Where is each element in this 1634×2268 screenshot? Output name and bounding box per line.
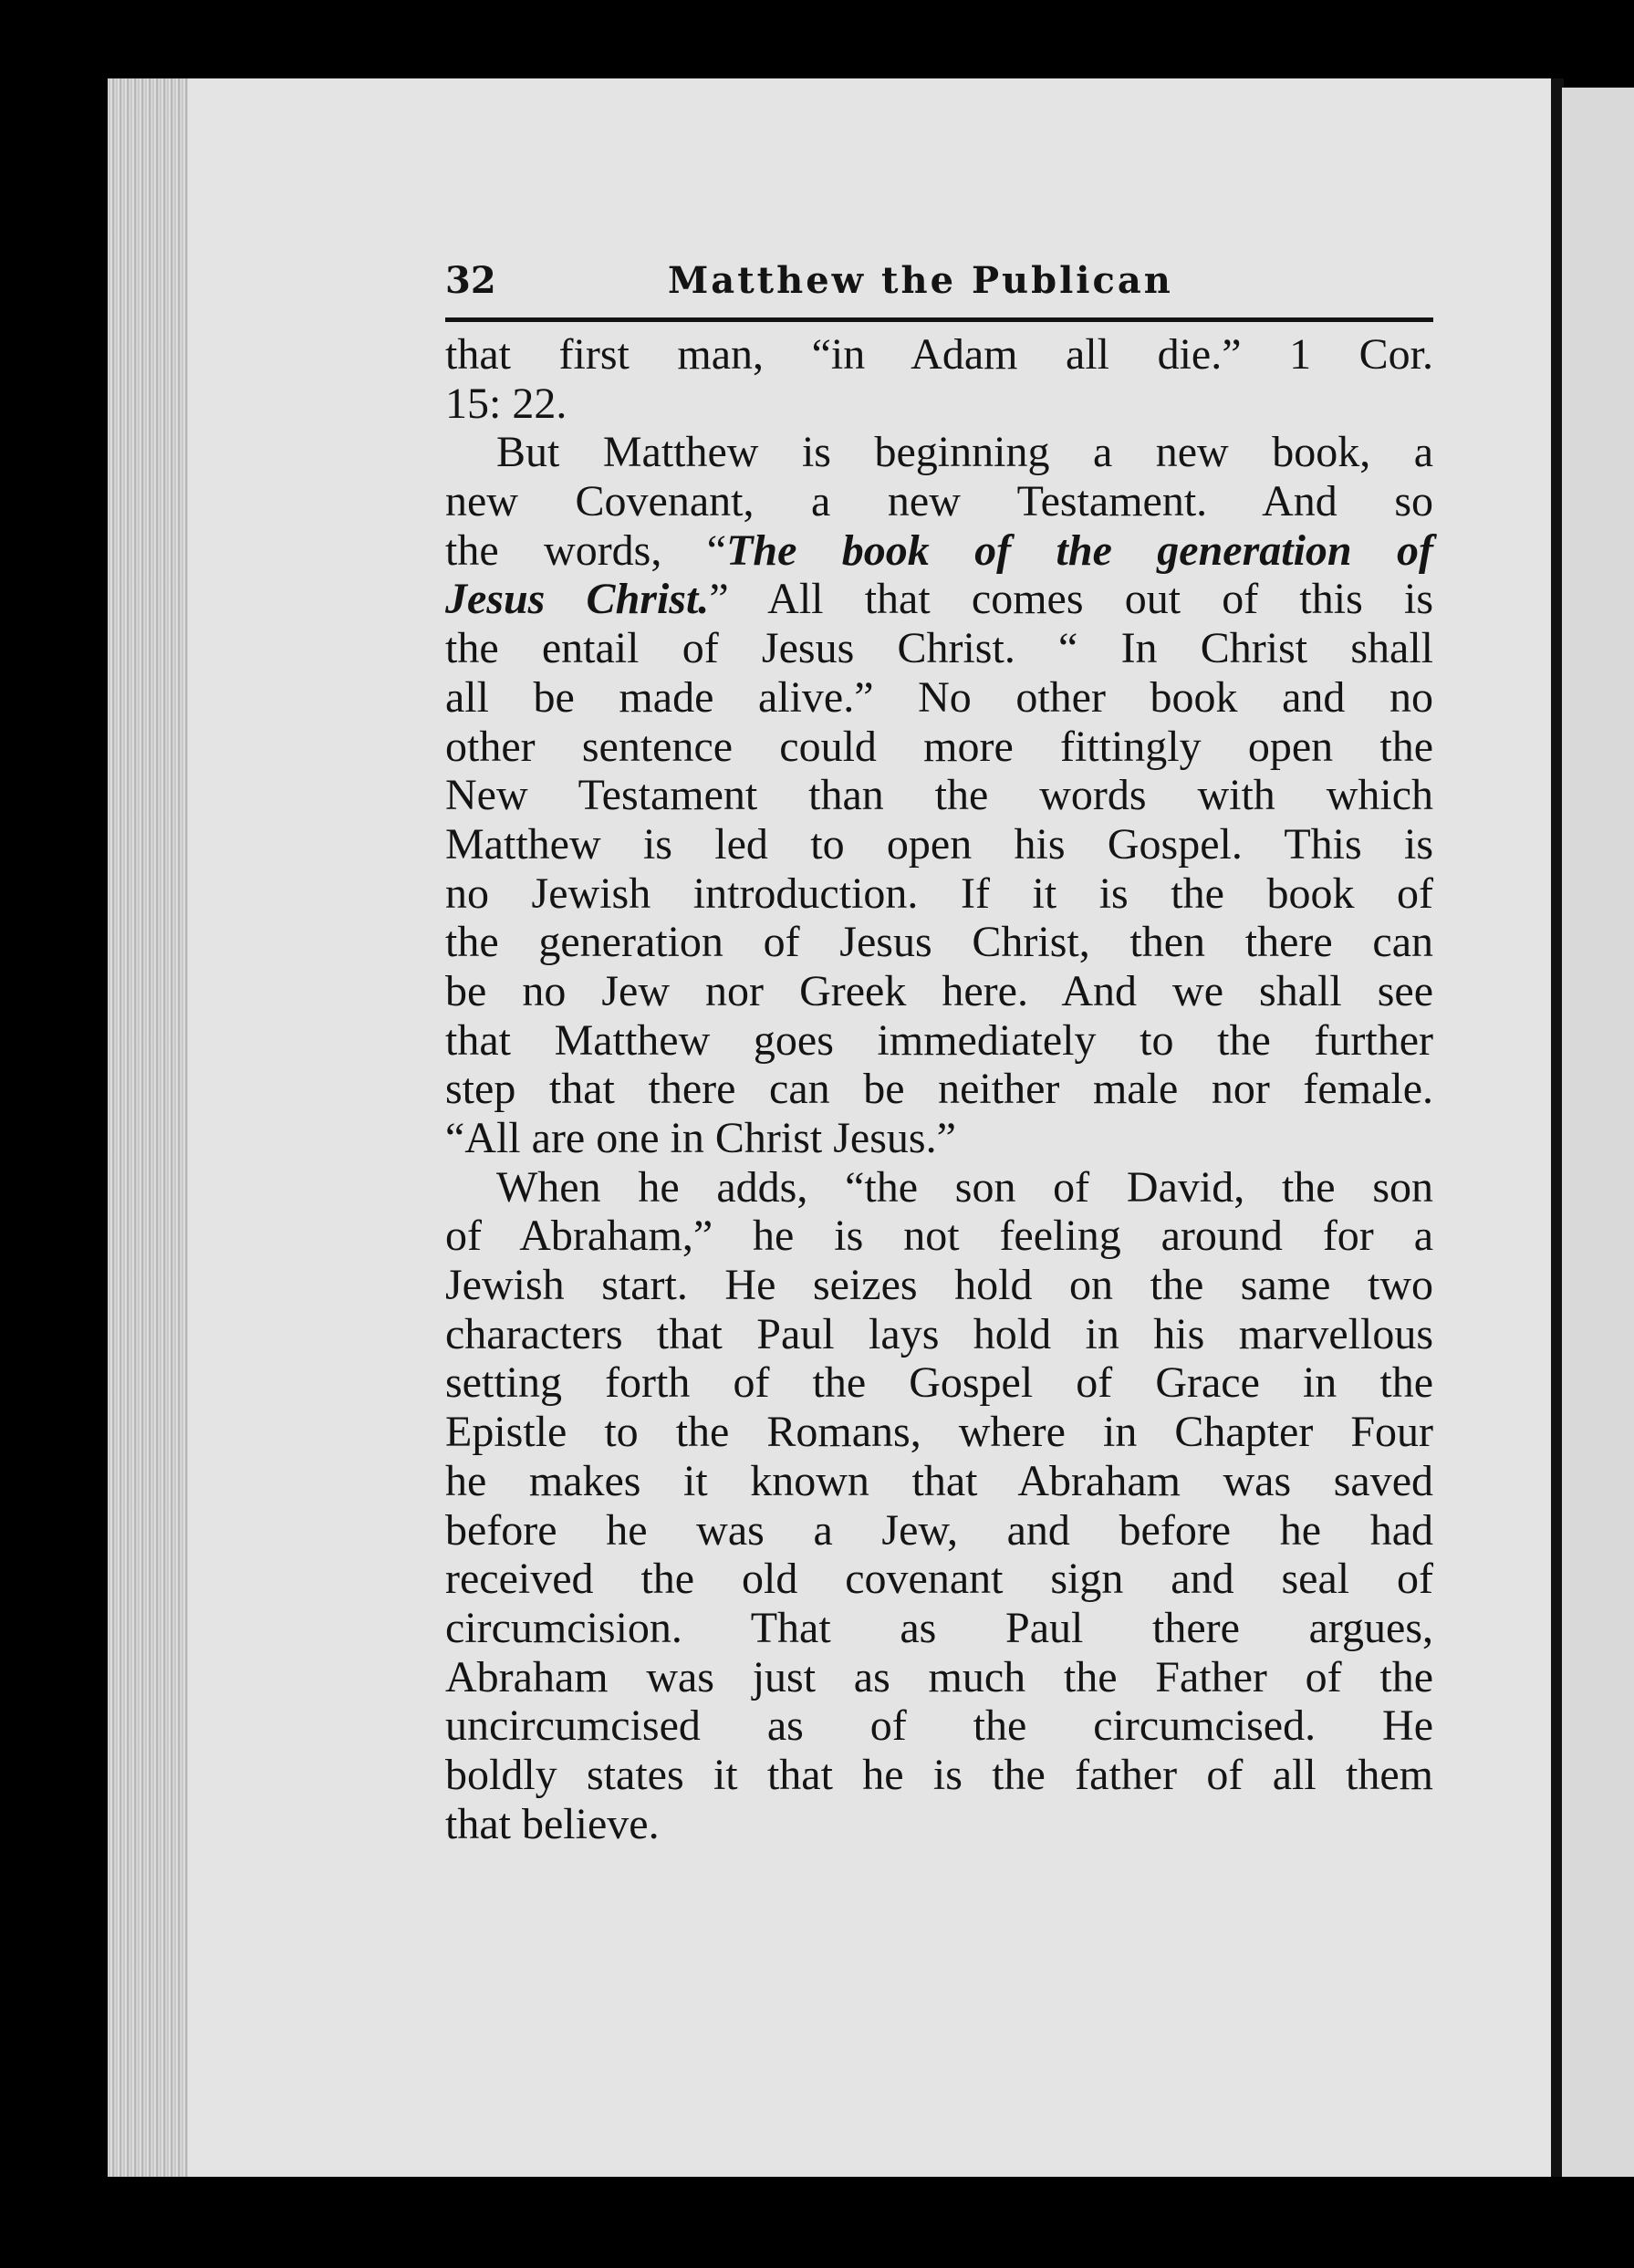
italic-title: The book of the generation of: [726, 525, 1433, 575]
text-line: he makes it known that Abraham was saved: [445, 1456, 1433, 1505]
text-line: be no Jew nor Greek here. And we shall see: [445, 966, 1433, 1015]
page-header: [445, 255, 1433, 314]
text-line: new Covenant, a new Testament. And so: [445, 477, 1433, 526]
text-line: all be made alive.” No other book and no: [445, 672, 1433, 722]
text-line: setting forth of the Gospel of Grace in the: [445, 1358, 1433, 1408]
text-line: before he was a Jew, and before he had: [445, 1505, 1433, 1555]
text-line: characters that Paul lays hold in his marvellous: [445, 1309, 1433, 1358]
text-span: the words, “: [445, 525, 727, 575]
text-line: 15: 22.: [445, 379, 567, 428]
text-line: Epistle to the Romans, where in Chapter Four: [445, 1408, 1433, 1457]
running-title: Matthew the Publican: [668, 259, 1173, 302]
body-text: [445, 330, 1433, 1848]
facing-page-edge: [1562, 88, 1634, 2177]
text-line: uncircumcised as of the circumcised. He: [445, 1701, 1433, 1751]
text-line: Matthew is led to open his Gospel. This is: [445, 819, 1433, 869]
text-line: [445, 575, 1433, 624]
header-rule: [445, 317, 1433, 322]
text-line: the generation of Jesus Christ, then there can: [445, 918, 1433, 967]
paragraph-start-line: When he adds, “the son of David, the son: [496, 1162, 1433, 1212]
text-line: Jewish start. He seizes hold on the same two: [445, 1261, 1433, 1310]
page-number: 32: [445, 259, 496, 302]
text-line: no Jewish introduction. If it is the book of: [445, 869, 1433, 918]
text-line: Abraham was just as much the Father of the: [445, 1652, 1433, 1701]
paragraph-start-line: But Matthew is beginning a new book, a: [496, 428, 1433, 477]
text-line: “All are one in Christ Jesus.”: [445, 1114, 956, 1162]
text-line: [445, 526, 1433, 576]
text-line: step that there can be neither male nor female.: [445, 1065, 1433, 1114]
page-edges: [108, 78, 192, 2177]
text-line: boldly states it that he is the father of all them: [445, 1750, 1433, 1799]
text-span: ” All that comes out of this is: [709, 575, 1434, 624]
text-line: received the old covenant sign and seal of: [445, 1555, 1433, 1604]
text-line: that believe.: [445, 1799, 660, 1848]
italic-title: Jesus Christ.: [445, 575, 710, 624]
text-line: New Testament than the words with which: [445, 771, 1433, 820]
text-line: circumcision. That as Paul there argues,: [445, 1603, 1433, 1652]
text-line: of Abraham,” he is not feeling around for a: [445, 1212, 1433, 1261]
text-line: the entail of Jesus Christ. “ In Christ shall: [445, 624, 1433, 673]
text-line: that Matthew goes immediately to the further: [445, 1015, 1433, 1065]
text-line: that first man, “in Adam all die.” 1 Cor.: [445, 330, 1433, 379]
text-line: other sentence could more fittingly open the: [445, 722, 1433, 771]
